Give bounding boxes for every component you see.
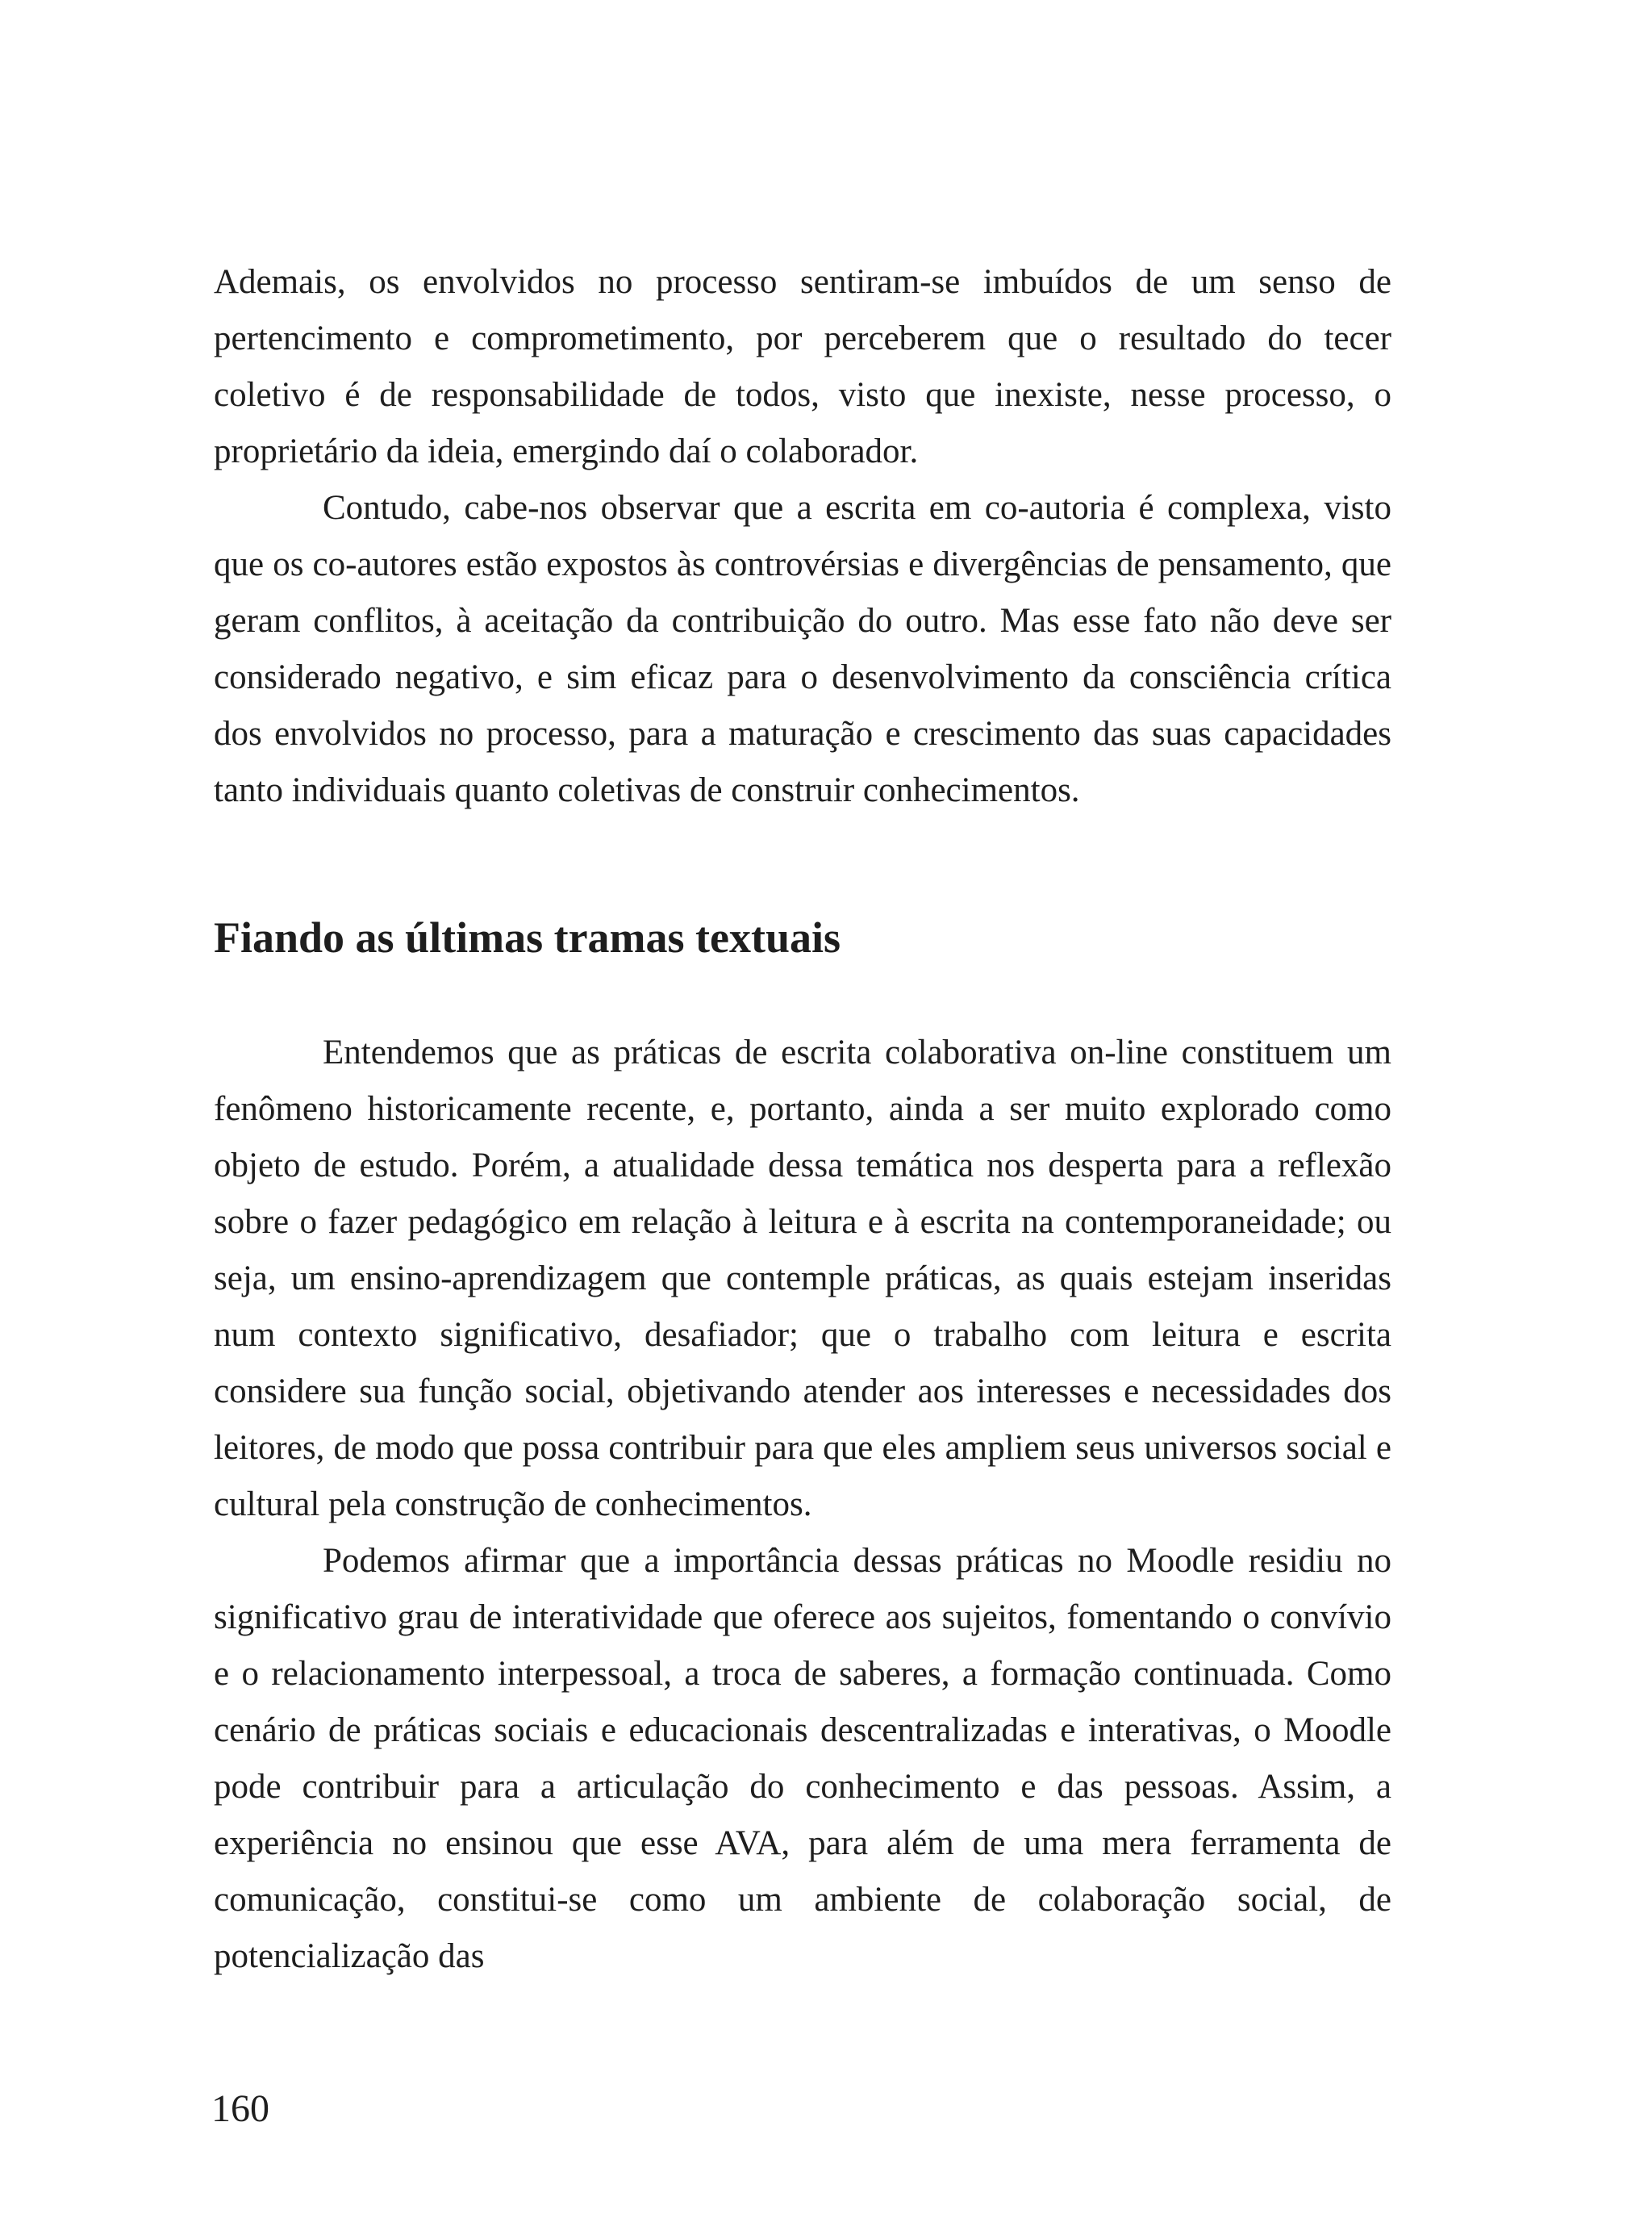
paragraph-continuation: Ademais, os envolvidos no processo sentiram-se imbuídos de um senso de pertencimento e comprometimento, por perceberem que o resultado do tecer coletivo é de responsabilidade de todos, visto que inexiste, nesse processo, o proprietário da ideia, emergindo daí o colaborador. <box>214 263 1391 470</box>
paragraph: Entendemos que as práticas de escrita colaborativa on-line constituem um fenômeno historicamente recente, e, portanto, ainda a ser muito explorado como objeto de estudo. Porém, a atualidade dessa temática nos desperta para a reflexão sobre o fazer pedagógico em relação à leitura e à escrita na contemporaneidade; ou seja, um ensino-aprendizagem que contemple práticas, as quais estejam inseridas num contexto significativo, desafiador; que o trabalho com leitura e escrita considere sua função social, objetivando atender aos interesses e necessidades dos leitores, de modo que possa contribuir para que eles ampliem seus universos social e cultural pela construção de conhecimentos. <box>214 1034 1391 1523</box>
paragraph: Contudo, cabe-nos observar que a escrita em co-autoria é complexa, visto que os co-autores estão expostos às controvérsias e divergências de pensamento, que geram conflitos, à aceitação da contribuição do outro. Mas esse fato não deve ser considerado negativo, e sim eficaz para o desenvolvimento da consciência crítica dos envolvidos no processo, para a maturação e crescimento das suas capacidades tanto individuais quanto coletivas de construir conhecimentos. <box>214 489 1391 809</box>
text-section-top <box>214 254 1391 819</box>
page-number: 160 <box>211 2087 269 2130</box>
text-section-bottom <box>214 1025 1391 1985</box>
paragraph: Podemos afirmar que a importância dessas práticas no Moodle residiu no significativo grau de interatividade que oferece aos sujeitos, fomentando o convívio e o relacionamento interpessoal, a troca de saberes, a formação continuada. Como cenário de práticas sociais e educacionais descentralizadas e interativas, o Moodle pode contribuir para a articulação do conhecimento e das pessoas. Assim, a experiência no ensinou que esse AVA, para além de uma mera ferramenta de comunicação, constitui-se como um ambiente de colaboração social, de potencialização das <box>214 1542 1391 1975</box>
section-heading: Fiando as últimas tramas textuais <box>214 913 841 962</box>
